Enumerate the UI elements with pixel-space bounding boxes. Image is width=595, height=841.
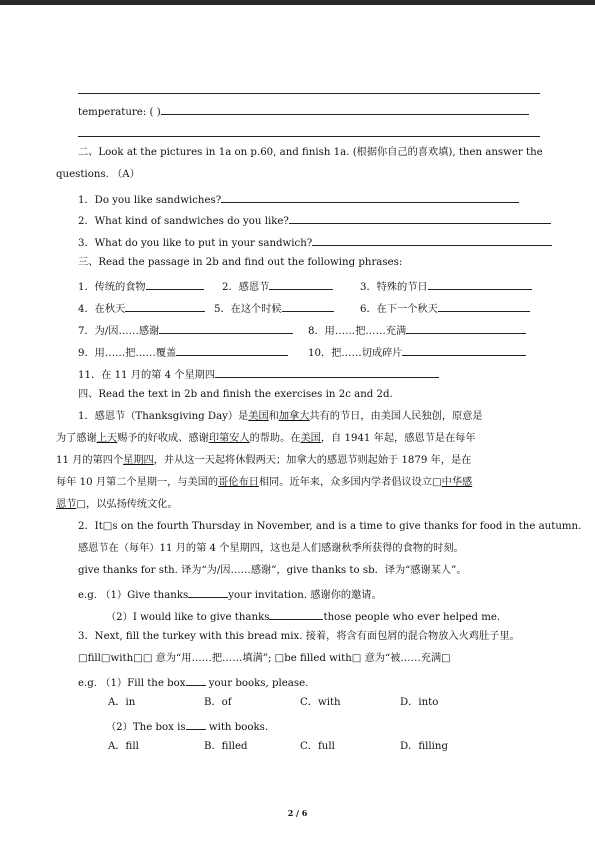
phrase-5: [214, 300, 334, 317]
mcq-2-option-d: D．filling: [400, 741, 449, 752]
text: ，并从这一天起将休假两天；加拿大的感恩节则起始于 1879 年，是在: [153, 455, 472, 466]
phrase-text: 11．在 11 月的第 4 个星期四: [78, 370, 216, 381]
question-3: [78, 234, 552, 251]
blank: [186, 718, 206, 730]
paragraph-1-line-3: [56, 454, 471, 468]
paragraph-2-line-1: 2．It□s on the fourth Thursday in November, and is a time to give thanks for food in the autumn.: [78, 521, 582, 532]
blank: [282, 300, 334, 312]
text: □，以弘扬传统文化。: [76, 499, 178, 510]
section4-heading: 四、Read the text in 2b and finish the exercises in 2c and 2d.: [78, 389, 393, 400]
page-number: 2 / 6: [287, 808, 308, 818]
section3-heading: 三、Read the passage in 2b and find out the following phrases:: [78, 257, 403, 268]
paragraph-2-line-3: give thanks for sth. 译为“为/因……感谢”，give thanks to sb．译为“感谢某人”。: [78, 565, 467, 576]
underlined-term: 印第安人: [208, 433, 250, 444]
phrase-11: [78, 366, 439, 383]
mcq-1-stem: [78, 674, 308, 691]
section2-heading: 二、Look at the pictures in 1a on p.60, and finish 1a. (根据你自己的喜欢填), then answer the: [78, 147, 543, 158]
mcq-2-option-c: C．full: [300, 741, 335, 752]
phrase-10: [308, 344, 526, 361]
phrase-6: [360, 300, 530, 317]
paragraph-3-line-2: □fill□with□□ 意为“用……把……填满”; □be filled with□ 意为“被……充满□: [78, 653, 451, 664]
phrase-text: 1．传统的食物: [78, 282, 146, 293]
blank: [269, 608, 323, 620]
paragraph-1-line-1: [78, 410, 483, 424]
blank: [188, 586, 228, 598]
text: 和: [268, 411, 279, 422]
phrase-8: [308, 322, 526, 339]
mcq-2-stem: [106, 718, 268, 735]
question-1: [78, 191, 519, 208]
text: 每年 10 月第二个星期一，与美国的: [56, 477, 219, 488]
mcq-1-option-d: D．into: [400, 697, 439, 708]
temperature-label: temperature: ( ): [78, 107, 161, 118]
phrase-text: 4．在秋天: [78, 304, 126, 315]
blank: [221, 191, 519, 203]
section2-heading-cont: questions. （A）: [56, 169, 140, 180]
text: 赐予的好收成、感谢: [117, 433, 209, 444]
blank: [438, 300, 530, 312]
blank: [269, 278, 333, 290]
text: 的帮助。在: [249, 433, 301, 444]
text: 共有的节日，由美国人民独创，原意是: [309, 411, 483, 422]
blank: [428, 278, 532, 290]
phrase-text: 5．在这个时候: [214, 304, 282, 315]
paragraph-3-line-1: 3．Next, fill the turkey with this bread mix. 接着，将含有面包屑的混合物放入火鸡肚子里。: [78, 631, 520, 642]
text: 1．感恩节（Thanksgiving Day）是: [78, 411, 249, 422]
paragraph-1-line-4: [56, 476, 472, 490]
blank: [159, 322, 293, 334]
blank: [186, 674, 206, 686]
text: （2）I would like to give thanks: [106, 612, 270, 623]
text: （2）The box is: [106, 722, 186, 733]
mcq-1-option-b: B．of: [204, 697, 232, 708]
mcq-2-option-a: A．fill: [108, 741, 139, 752]
text: 相同。近年来，众多国内学者倡议设立□: [258, 477, 442, 488]
question-text: 2．What kind of sandwiches do you like?: [78, 216, 289, 227]
phrase-text: 8．用……把……充满: [308, 326, 407, 337]
top-border: [0, 0, 595, 5]
phrase-7: [78, 322, 293, 339]
blank: [161, 103, 529, 115]
blank: [146, 278, 204, 290]
mcq-2-option-b: B．filled: [204, 741, 248, 752]
blank: [125, 300, 205, 312]
underlined-term: 恩节: [56, 499, 77, 510]
underlined-term: 美国: [248, 411, 269, 422]
underlined-term: 星期四: [123, 455, 154, 466]
text: your invitation. 感谢你的邀请。: [228, 590, 382, 601]
example-1: [78, 586, 382, 603]
blank: [312, 234, 552, 246]
question-text: 3．What do you like to put in your sandwich?: [78, 238, 313, 249]
text: those people who ever helped me.: [323, 612, 501, 623]
underlined-term: 上天: [96, 433, 118, 444]
question-2: [78, 212, 551, 229]
paragraph-1-line-5: [56, 498, 178, 512]
answer-line: [78, 136, 540, 137]
underlined-term: 中华感: [441, 477, 473, 488]
paragraph-2-line-2: 感恩节在（每年）11 月的第 4 个星期四，这也是人们感谢秋季所获得的食物的时刻。: [78, 543, 464, 554]
answer-line: [78, 93, 540, 94]
underlined-term: 美国: [300, 433, 321, 444]
blank: [406, 322, 526, 334]
text: e.g. （1）Fill the box: [78, 678, 186, 689]
phrase-text: 2．感恩节: [222, 282, 270, 293]
temperature-row: [78, 103, 529, 120]
text: 为了感谢: [56, 433, 97, 444]
phrase-text: 10．把……切成碎片: [308, 348, 403, 359]
text: with books.: [205, 722, 269, 733]
question-text: 1．Do you like sandwiches?: [78, 195, 222, 206]
mcq-1-option-c: C．with: [300, 697, 341, 708]
underlined-term: 加拿大: [278, 411, 310, 422]
phrase-text: 3．特殊的节日: [360, 282, 428, 293]
blank: [289, 212, 551, 224]
text: e.g. （1）Give thanks: [78, 590, 189, 601]
phrase-text: 6．在下一个秋天: [360, 304, 438, 315]
phrase-text: 9．用……把……覆盖: [78, 348, 177, 359]
text: 11 月的第四个: [56, 455, 124, 466]
text: your books, please.: [205, 678, 309, 689]
phrase-2: [222, 278, 333, 295]
blank: [402, 344, 526, 356]
phrase-text: 7．为/因……感谢: [78, 326, 160, 337]
phrase-9: [78, 344, 288, 361]
phrase-1: [78, 278, 204, 295]
paragraph-1-line-2: [56, 432, 476, 446]
phrase-3: [360, 278, 532, 295]
phrase-4: [78, 300, 205, 317]
blank: [176, 344, 288, 356]
underlined-term: 哥伦布日: [218, 477, 259, 488]
mcq-1-option-a: A．in: [108, 697, 136, 708]
example-2: [106, 608, 500, 625]
blank: [215, 366, 439, 378]
text: ，自 1941 年起，感恩节是在每年: [320, 433, 476, 444]
